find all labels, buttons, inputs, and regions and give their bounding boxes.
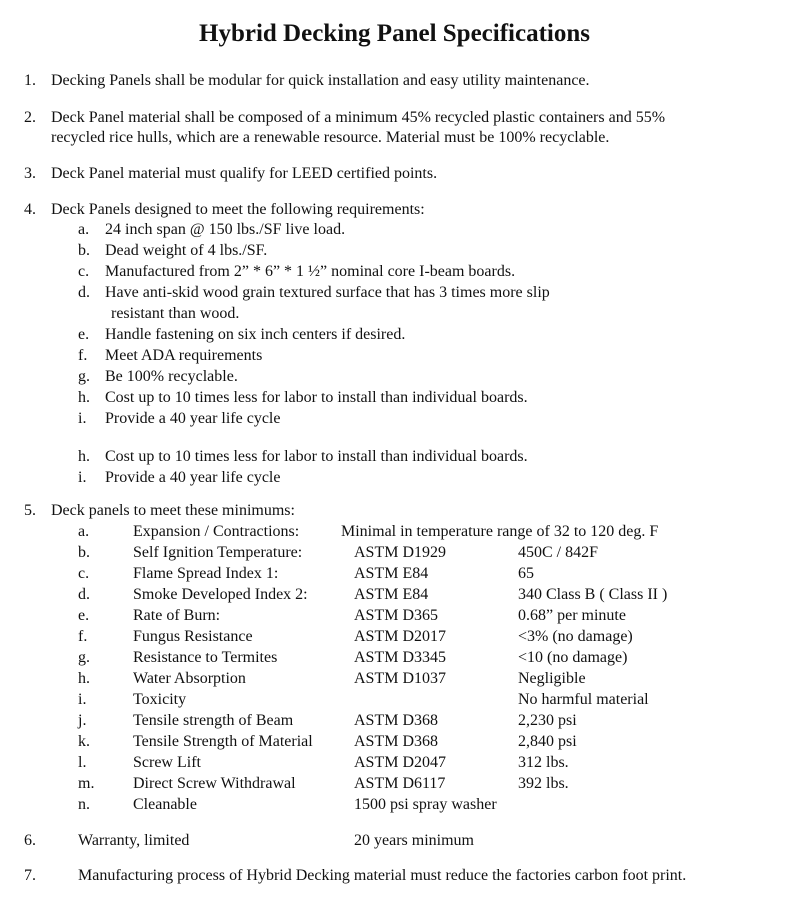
sub-item-letter: d. bbox=[78, 284, 90, 301]
property-value: 0.68” per minute bbox=[518, 607, 626, 624]
item-number: 7. bbox=[24, 867, 36, 884]
sub-item-text: Manufactured from 2” * 6” * 1 ½” nominal core I-beam boards. bbox=[105, 263, 516, 280]
item-text: Deck Panel material shall be composed of a minimum 45% recycled plastic containers and 55% bbox=[51, 109, 666, 126]
test-standard: ASTM D2047 bbox=[354, 754, 447, 771]
sub-item-text: Cost up to 10 times less for labor to install than individual boards. bbox=[105, 389, 528, 406]
test-standard: ASTM E84 bbox=[354, 565, 429, 582]
property-value: No harmful material bbox=[518, 691, 649, 708]
property-value: 392 lbs. bbox=[518, 775, 569, 792]
test-standard: Minimal in temperature range of 32 to 120 deg. F bbox=[341, 523, 659, 540]
item-text: Decking Panels shall be modular for quick installation and easy utility maintenance. bbox=[51, 72, 590, 89]
sub-item-text: Have anti-skid wood grain textured surface that has 3 times more slip bbox=[105, 284, 550, 301]
row-letter: c. bbox=[78, 565, 90, 582]
item-text: Deck Panels designed to meet the following requirements: bbox=[51, 201, 425, 218]
sub-item-letter: a. bbox=[78, 221, 90, 238]
sub-item-letter: e. bbox=[78, 326, 90, 343]
property-value: <10 (no damage) bbox=[518, 649, 628, 666]
property-name: Toxicity bbox=[133, 691, 187, 708]
sub-item-text: resistant than wood. bbox=[111, 305, 240, 322]
item-text: Manufacturing process of Hybrid Decking material must reduce the factories carbon foot print. bbox=[78, 867, 687, 884]
property-value: 340 Class B ( Class II ) bbox=[518, 586, 668, 603]
property-value: <3% (no damage) bbox=[518, 628, 633, 645]
row-letter: j. bbox=[78, 712, 87, 729]
row-letter: g. bbox=[78, 649, 90, 666]
row-letter: e. bbox=[78, 607, 90, 624]
item-text: Deck Panel material must qualify for LEED certified points. bbox=[51, 165, 438, 182]
property-name: Tensile Strength of Material bbox=[133, 733, 313, 750]
sub-item-letter: i. bbox=[78, 410, 87, 427]
property-name: Smoke Developed Index 2: bbox=[133, 586, 308, 603]
test-standard: 1500 psi spray washer bbox=[354, 796, 497, 813]
test-standard: ASTM D368 bbox=[354, 733, 439, 750]
property-value: 312 lbs. bbox=[518, 754, 569, 771]
page-title: Hybrid Decking Panel Specifications bbox=[199, 20, 590, 47]
sub-item-letter: f. bbox=[78, 347, 88, 364]
test-standard: ASTM D1929 bbox=[354, 544, 447, 561]
item-text: recycled rice hulls, which are a renewable resource. Material must be 100% recyclable. bbox=[51, 129, 610, 146]
property-value: 65 bbox=[518, 565, 534, 582]
test-standard: ASTM D1037 bbox=[354, 670, 447, 687]
test-standard: ASTM D3345 bbox=[354, 649, 447, 666]
sub-item-text: Provide a 40 year life cycle bbox=[105, 469, 281, 486]
sub-item-text: Provide a 40 year life cycle bbox=[105, 410, 281, 427]
warranty-label: Warranty, limited bbox=[78, 832, 190, 849]
sub-item-letter: i. bbox=[78, 469, 87, 486]
sub-item-letter: h. bbox=[78, 448, 90, 465]
sub-item-text: Be 100% recyclable. bbox=[105, 368, 238, 385]
test-standard: ASTM E84 bbox=[354, 586, 429, 603]
property-name: Self Ignition Temperature: bbox=[133, 544, 303, 561]
property-name: Tensile strength of Beam bbox=[133, 712, 294, 729]
sub-item-letter: c. bbox=[78, 263, 90, 280]
item-number: 6. bbox=[24, 832, 36, 849]
row-letter: d. bbox=[78, 586, 90, 603]
property-name: Cleanable bbox=[133, 796, 197, 813]
property-name: Fungus Resistance bbox=[133, 628, 253, 645]
property-name: Expansion / Contractions: bbox=[133, 523, 300, 540]
row-letter: i. bbox=[78, 691, 87, 708]
sub-item-letter: h. bbox=[78, 389, 90, 406]
sub-item-text: 24 inch span @ 150 lbs./SF live load. bbox=[105, 221, 346, 238]
item-number: 4. bbox=[24, 201, 36, 218]
test-standard: ASTM D6117 bbox=[354, 775, 446, 792]
row-letter: h. bbox=[78, 670, 90, 687]
property-name: Resistance to Termites bbox=[133, 649, 278, 666]
property-value: 2,840 psi bbox=[518, 733, 577, 750]
row-letter: n. bbox=[78, 796, 90, 813]
row-letter: l. bbox=[78, 754, 87, 771]
property-value: Negligible bbox=[518, 670, 586, 687]
property-name: Screw Lift bbox=[133, 754, 201, 771]
test-standard: ASTM D2017 bbox=[354, 628, 447, 645]
property-name: Water Absorption bbox=[133, 670, 246, 687]
sub-item-letter: g. bbox=[78, 368, 90, 385]
test-standard: ASTM D368 bbox=[354, 712, 439, 729]
property-value: 450C / 842F bbox=[518, 544, 599, 561]
test-standard: ASTM D365 bbox=[354, 607, 439, 624]
property-value: 2,230 psi bbox=[518, 712, 577, 729]
item-number: 2. bbox=[24, 109, 36, 126]
item-number: 5. bbox=[24, 502, 36, 519]
property-name: Rate of Burn: bbox=[133, 607, 221, 624]
row-letter: f. bbox=[78, 628, 88, 645]
sub-item-text: Handle fastening on six inch centers if desired. bbox=[105, 326, 406, 343]
row-letter: k. bbox=[78, 733, 90, 750]
item-number: 1. bbox=[24, 72, 36, 89]
warranty-value: 20 years minimum bbox=[354, 832, 474, 849]
row-letter: a. bbox=[78, 523, 90, 540]
property-name: Flame Spread Index 1: bbox=[133, 565, 279, 582]
item-number: 3. bbox=[24, 165, 36, 182]
sub-item-text: Dead weight of 4 lbs./SF. bbox=[105, 242, 268, 259]
row-letter: m. bbox=[78, 775, 95, 792]
sub-item-letter: b. bbox=[78, 242, 90, 259]
sub-item-text: Meet ADA requirements bbox=[105, 347, 263, 364]
item-text: Deck panels to meet these minimums: bbox=[51, 502, 295, 519]
sub-item-text: Cost up to 10 times less for labor to install than individual boards. bbox=[105, 448, 528, 465]
row-letter: b. bbox=[78, 544, 90, 561]
property-name: Direct Screw Withdrawal bbox=[133, 775, 296, 792]
